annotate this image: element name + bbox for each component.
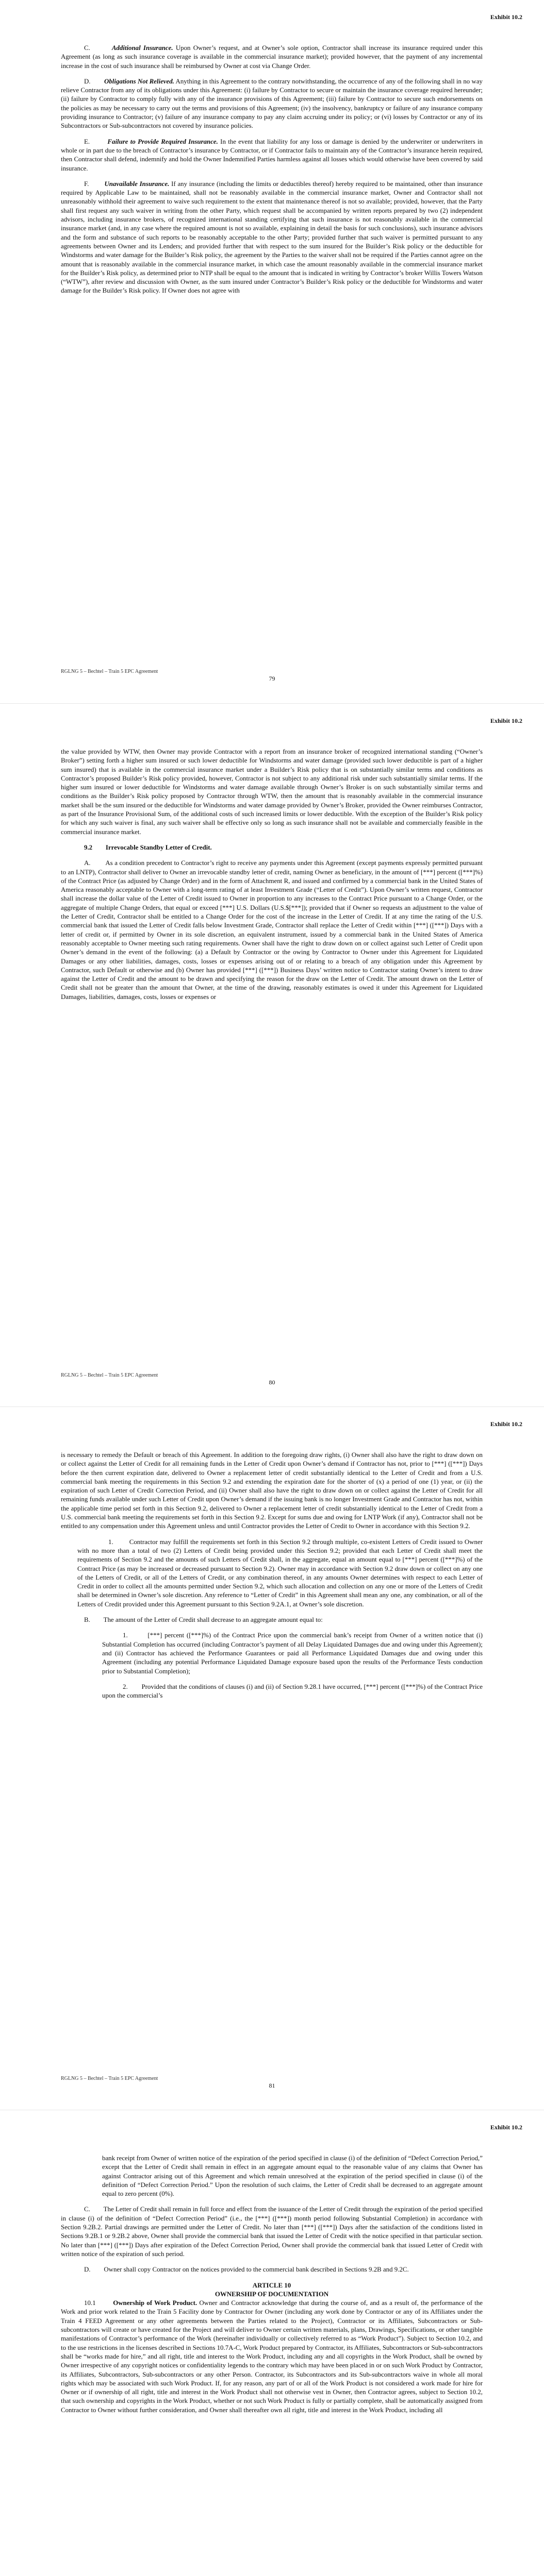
- indented-clause: [61, 2154, 483, 2198]
- clause-label: Obligations Not Relieved.: [104, 77, 174, 85]
- exhibit-label: Exhibit 10.2: [490, 13, 522, 21]
- clause-text: Owner shall copy Contractor on the notices provided to the commercial bank described in Sections 9.2B and 9.2C.: [104, 2266, 409, 2274]
- exhibit-label: Exhibit 10.2: [490, 1420, 522, 1428]
- clause-text: is necessary to remedy the Default or breach of this Agreement. In addition to the foregoing draw rights, (i) Owner shall also have the right to draw down on or collect against the Letter of Credit for all remaining funds in the Letter of Credit upon Owner’s demand if Contractor has not, prior to [***] ([***]) Days before the then current expiration date, delivered to Owner a replacement letter of credit substantially identical to the Letter of Credit and from a U.S. commercial bank meeting the requirements in this Section 9.2 and extending the expiration date for the shorter of (x) a period of one (1) year, or (ii) the expiration of such Letter of Credit Correction Period, and (ii) Owner shall also have the right to draw down on or collect against the Letter of Credit for all remaining funds available under such Letter of Credit upon Owner’s demand if the issuing bank is no longer Investment Grade and Contractor has not, within the applicable time period set forth in this Section 9.2, delivered to Owner a replacement letter of credit substantially identical to the Letter of Credit from a U.S. commercial bank meeting the requirements set forth in this Section 9.2. Except for sums due and owing for LNTP Work (if any), Contractor shall not be entitled to any compensation under this Agreement unless and until Contractor provides the Letter of Credit to Owner in accordance with this Section 9.2.: [61, 1451, 483, 1530]
- clause-paragraph: [61, 138, 483, 173]
- page-body: [61, 748, 483, 1008]
- clause-label: Unavailable Insurance.: [104, 180, 170, 188]
- footer-agreement-name: RGLNG 5 – Bechtel – Train 5 EPC Agreement: [61, 669, 158, 674]
- section-heading: [61, 843, 483, 852]
- clause-number: 2.: [123, 1683, 128, 1690]
- clause-text: As a condition precedent to Contractor’s right to receive any payments under this Agreement (except payments expressly permitted pursuant to an LNTP), Contractor shall deliver to Owner an irrevocable standby letter of credit, naming Owner as beneficiary, in the amount of [***] percent ([***]%) of the Contract Price (as adjusted by Change Order) and in the form of Attachment R, and issued and confirmed by a commercial bank in the United States of America reasonably acceptable to Owner with a long-term rating of at least Investment Grade (“Letter of Credit”). Upon Owner’s written request, Contractor shall increase the dollar value of the Letter of Credit issued to Owner in proportion to any increases to the Contract Price pursuant to a Change Order, or the aggregate of multiple Change Orders, that equal or exceed [***] U.S. Dollars (U.S.$[***]); provided that if Owner so requests an adjustment to the value of the Letter of Credit, Contractor shall be entitled to a Change Order for the cost of the increase in the Letter of Credit. If at any time the rating of the U.S. commercial bank that issued the Letter of Credit falls below Investment Grade, Contractor shall replace the Letter of Credit within [***] ([***]) Days with a letter of credit or, if permitted by Owner in its sole discretion, an equivalent instrument, issued by a commercial bank in the United States of America reasonably acceptable to Owner meeting such rating requirements. Owner shall have the right to draw down on or collect against such Letter of Credit upon Owner’s demand in the event of the following: (a) a Default by Contractor or the owing by Contractor to Owner under this Agreement for Liquidated Damages or any other liabilities, damages, costs, losses or expenses arising out of or relating to a breach of any obligation under this Agreement by Contractor, such Default or otherwise and (b) Owner has provided [***] ([***]) Business Days’ written notice to Contractor stating Owner’s intent to draw against the Letter of Credit and the amount to be drawn and specifying the reason for the draw on the Letter of Credit. The amount drawn on the Letter of Credit shall not be greater than the amount that Owner, at the time of the drawing, reasonably estimates is owed it under this Agreement for Liquidated Damages, liabilities, damages, costs, losses or expenses or: [61, 859, 483, 1001]
- page-number: 79: [269, 675, 275, 682]
- page-body: [61, 44, 483, 302]
- clause-text: bank receipt from Owner of written notice of the expiration of the period specified in clause (i) of the definition of “Defect Correction Period,” except that the Letter of Credit shall remain in effect in an aggregate amount equal to the reasonable value of any claims that Owner has against Contractor arising out of this Agreement and which remain unresolved at the expiration of the period specified in clause (i) of the definition of “Defect Correction Period.” Upon the resolution of such claims, the Letter of Credit shall be decreased to an aggregate amount equal to zero percent (0%).: [102, 2155, 483, 2198]
- clause-text: If any insurance (including the limits or deductibles thereof) hereby required to be maintained, other than insurance required by Applicable Law to be maintained, shall not be reasonably available in the commercial insurance market, Owner and Contractor shall not unreasonably withhold their agreement to waive such requirement to the extent that maintenance thereof is not so available; provided, however, that the Party shall first request any such waiver in writing from the other Party, which request shall be accompanied by written reports prepared by two (2) independent advisors, including insurance brokers, of recognized international standing certifying that such insurance is not reasonably available in the commercial insurance market (and, in any case where the required amount is not so available, explaining in detail the basis for such conclusions), such insurance advisors and the form and substance of such reports to be reasonably acceptable to the other Party; provided further that such waiver is permitted pursuant to any agreements between Owner and its Lenders; and provided further that with respect to the sum insured for the Builder’s Risk policy or the deductible for Windstorms and water damage for the Builder’s Risk policy, the agreement by the Parties to the waiver shall not be required if the Parties cannot agree on the amount that is reasonably available in the commercial insurance market, in which case the amount reasonably available in the commercial insurance market for the Builder’s Risk policy, as determined prior to NTP shall be equal to the amount that is indicated in writing by Contractor’s broker Willis Towers Watson (“WTW”), after review and discussion with Owner, as the sum insured under Contractor’s Builder’s Risk policy or the deductible for Windstorms and water damage for the Builder’s Risk policy. If Owner does not agree with: [61, 180, 483, 295]
- clause-number: B.: [84, 1616, 90, 1624]
- clause-number: 1.: [108, 1538, 113, 1546]
- page-body: [61, 1451, 483, 1707]
- clause-paragraph: [61, 859, 483, 1002]
- exhibit-label: Exhibit 10.2: [490, 717, 522, 724]
- clause-text: Provided that the conditions of clauses (i) and (ii) of Section 9.28.1 have occurred, [***] percent ([***]%) of the Contract Price upon the commercial’s: [102, 1683, 483, 1700]
- clause-number: D.: [84, 2266, 91, 2274]
- clause-paragraph: [77, 1538, 483, 1609]
- clause-number: 1.: [123, 1632, 128, 1639]
- document-page: [0, 1406, 544, 2110]
- clause-paragraph: [61, 1451, 483, 1531]
- clause-number: 9.2: [84, 843, 93, 851]
- clause-number: C.: [84, 44, 90, 52]
- clause-number: E.: [84, 138, 90, 145]
- document-page: [0, 2110, 544, 2576]
- clause-paragraph: [61, 180, 483, 296]
- article-number: ARTICLE 10: [252, 2281, 291, 2289]
- clause-paragraph: [61, 1616, 483, 1624]
- clause-label: Ownership of Work Product.: [113, 2299, 197, 2307]
- page-number: 80: [269, 1379, 275, 1386]
- clause-paragraph: [61, 77, 483, 131]
- clause-label: Failure to Provide Required Insurance.: [107, 138, 218, 145]
- clause-number: D.: [84, 77, 91, 85]
- footer-agreement-name: RGLNG 5 – Bechtel – Train 5 EPC Agreement: [61, 2076, 158, 2081]
- clause-text: Owner and Contractor acknowledge that during the course of, and as a result of, the performance of the Work and prior work related to the Train 5 Facility done by Contractor for Owner (including any work done by Contractor or any of its Affiliates under the Train 4 FEED Agreement or any other agreements between the Parties related to the Project), Contractor or its Affiliates, Subcontractors or Sub-subcontractors will create or have created for the Project and will deliver to Owner certain written materials, plans, Drawings, Specifications, or other tangible manifestations of Contractor’s performance of the Work (hereinafter individually or collectively referred to as “Work Product”). Subject to Section 10.2, and to the use restrictions in the licenses described in Sections 10.7A-C, Work Product prepared by Contractor, its Affiliates, Subcontractors or Sub-subcontractors shall be “works made for hire,” and all right, title and interest to the Work Product, including any and all copyrights in the Work Product, shall be owned by Owner irrespective of any copyright notices or confidentiality legends to the contrary which may have been placed in or on such Work Product by Contractor, its Affiliates, Subcontractors, Sub-subcontractors or any other Person. Contractor, its Subcontractors and its Sub-subcontractors waive in whole all moral rights which may be associated with such Work Product. If, for any reason, any part of or all of the Work Product is not considered a work made for hire for Owner or if ownership of all right, title and interest in the Work Product shall not otherwise vest in Owner, then Contractor agrees, subject to Section 10.2, that such ownership and copyrights in the Work Product, whether or not such Work Product is fully or partially complete, shall be automatically assigned from Contractor to Owner without further consideration, and Owner shall thereafter own all right, title and interest in the Work Product, including all: [61, 2299, 483, 2414]
- clause-text: Upon Owner’s request, and at Owner’s sole option, Contractor shall increase its insurance required under this Agreement (as long as such insurance coverage is available in the commercial insurance market); provided however, that the payment of any incremental increase in the cost of such insurance shall be reimbursed by Owner at cost via Change Order.: [61, 44, 483, 70]
- clause-number: C.: [84, 2206, 90, 2213]
- clause-text: In the event that liability for any loss or damage is denied by the underwriter or underwriters in whole or in part due to the breach of Contractor’s insurance by Contractor, or if Contractor fails to maintain any of the Contractor’s insurance herein required, then Contractor shall defend, indemnify and hold the Owner Indemnified Parties harmless against all losses which would otherwise have been covered by said insurance.: [61, 138, 483, 172]
- clause-paragraph: [61, 44, 483, 71]
- clause-paragraph: [61, 2205, 483, 2259]
- clause-label: Irrevocable Standby Letter of Credit.: [105, 843, 212, 851]
- article-title: OWNERSHIP OF DOCUMENTATION: [215, 2290, 329, 2298]
- clause-paragraph: [61, 748, 483, 837]
- clause-number: A.: [84, 859, 91, 867]
- clause-text: The Letter of Credit shall remain in full force and effect from the issuance of the Letter of Credit through the expiration of the period specified in clause (i) of the definition of “Defect Correction Period” (i.e., the [***] ([***]) month period following Substantial Completion) in accordance with Section 9.2B.2. Partial drawings are permitted under the Letter of Credit. No later than [***] ([***]) Days after the satisfaction of the conditions listed in Sections 9.2B.1 or 9.2B.2 above, Owner shall provide the commercial bank that issued the Letter of Credit with the notice specified in that particular section. No later than [***] ([***]) Days after expiration of the Defect Correction Period, Owner shall provide the commercial bank that issued Letter of Credit with written notice of the expiration of such period.: [61, 2206, 483, 2258]
- clause-paragraph: [102, 1683, 483, 1701]
- clause-paragraph: [61, 2265, 483, 2274]
- footer-agreement-name: RGLNG 5 – Bechtel – Train 5 EPC Agreement: [61, 1372, 158, 1378]
- clause-label: Additional Insurance.: [111, 44, 173, 52]
- clause-text: Contractor may fulfill the requirements set forth in this Section 9.2 through multiple, co-existent Letters of Credit issued to Owner with no more than a total of two (2) Letters of Credit being provided under this Section 9.2; provided that each Letter of Credit shall meet the requirements of Section 9.2 and the amounts of such Letters of Credit shall, in the aggregate, equal an amount equal to [***] percent ([***]%) of the Contract Price (as may be increased or decreased pursuant to Section 9.2). Owner may in accordance with Section 9.2 draw down or collect on any one of the Letters of Credit, or all of the Letters of Credit, or any combination thereof, in any amounts Owner determines with respect to each Letter of Credit in order to collect all the amounts permitted under Section 9.2, which such allocation and collection on any one or more of the Letters of Credit shall be determined in Owner’s sole discretion. Any reference to “Letter of Credit” in this Agreement shall mean any one, any combination, or all of the Letters of Credit provided under this Agreement pursuant to this Section 9.2A.1, at Owner’s sole discretion.: [77, 1538, 483, 1608]
- indented-clause: [61, 1538, 483, 1609]
- clause-paragraph: [61, 2299, 483, 2415]
- clause-text: [***] percent ([***]%) of the Contract Price upon the commercial bank’s receipt from Owner of a written notice that (i) Substantial Completion has occurred (including Contractor’s payment of all Delay Liquidated Damages due and owing under this Agreement); and (ii) Contractor has achieved the Performance Guarantees or paid all Performance Liquidated Damages due and owing under this Agreement (including any potential Performance Liquidated Damage exposure based upon the results of the Performance Tests conduction prior to Substantial Completion);: [102, 1632, 483, 1675]
- page-body: [61, 2154, 483, 2421]
- indented-clause: [61, 1631, 483, 1675]
- exhibit-label: Exhibit 10.2: [490, 2124, 522, 2131]
- clause-text: The amount of the Letter of Credit shall decrease to an aggregate amount equal to:: [103, 1616, 323, 1624]
- page-number: 81: [269, 2082, 275, 2089]
- clause-paragraph: [102, 1631, 483, 1675]
- clause-text: the value provided by WTW, then Owner may provide Contractor with a report from an insurance broker of recognized international standing (“Owner’s Broker”) setting forth a higher sum insured or such lower deductible for Windstorms and water damage (provided such lower deductible is part of a higher sum insured) that is available in the commercial insurance market under a Builder’s Risk policy that is on substantially similar terms and conditions as Contractor’s proposed Builder’s Risk policy provided, however, Contractor is not subject to any additional risk under such substantially similar terms. If the higher sum insured or lower deductible for Windstorms and water damage available through Owner’s Broker is on such substantially similar terms and conditions as the Builder’s Risk policy proposed by Contractor through WTW, then the amount that is reasonably available in the commercial insurance market shall be the sum insured or the deductible for Windstorms and water damage provided by Owner’s Broker, provided the Owner reimburses Contractor, as part of the Insurance Provisional Sum, of the additional costs of such increased limits or lower deductible. With the exception of the Builder’s Risk policy for which any such waiver is final, any such waiver shall be effective only so long as such insurance shall not be available and commercially feasible in the commercial insurance market.: [61, 748, 483, 836]
- clause-text: Anything in this Agreement to the contrary notwithstanding, the occurrence of any of the following shall in no way relieve Contractor from any of its obligations under this Agreement: (i) failure by Contractor to secure or maintain the insurance coverage required hereunder; (ii) failure by Contractor to comply fully with any of the insurance provisions of this Agreement; (iii) failure by Contractor to secure such endorsements on the policies as may be necessary to carry out the terms and provisions of this Agreement; (iv) the insolvency, bankruptcy or failure of any insurance company providing insurance to Contractor; (v) failure of any insurance company to pay any claim accruing under its policy; or (vi) losses by Contractor or any of its Subcontractors or Sub-subcontractors not covered by insurance policies.: [61, 77, 483, 130]
- indented-clause: [61, 1683, 483, 1701]
- clause-number: 10.1: [84, 2299, 96, 2307]
- document-page: [0, 703, 544, 1406]
- clause-paragraph: [102, 2154, 483, 2198]
- document-page: [0, 0, 544, 703]
- clause-number: F.: [84, 180, 89, 188]
